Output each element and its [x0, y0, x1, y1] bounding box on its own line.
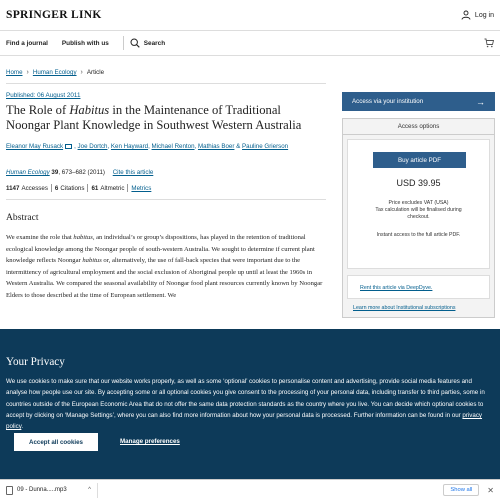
cart-icon[interactable] [484, 38, 494, 48]
nav-divider [123, 36, 124, 50]
metrics-divider [87, 184, 88, 192]
journal-link[interactable]: Human Ecology [6, 169, 50, 176]
published-date[interactable]: Published: 06 August 2011 [6, 92, 81, 99]
abstract-heading: Abstract [6, 212, 39, 223]
author-link[interactable]: Pauline Grierson [242, 143, 289, 150]
download-bar [0, 479, 500, 500]
email-icon[interactable] [65, 144, 72, 149]
top-bar [0, 0, 500, 30]
access-options-panel [342, 118, 495, 318]
login-label: Log in [474, 11, 494, 19]
rent-card [347, 275, 490, 299]
accesses-label: Accesses [21, 184, 48, 192]
publish-with-us-link[interactable]: Publish with us [61, 39, 109, 47]
divider [6, 83, 326, 84]
institution-label: Access via your institution [352, 98, 424, 105]
author-link[interactable]: Joe Dortch [77, 143, 108, 150]
chevron-right-icon: › [26, 69, 29, 76]
manage-preferences-link[interactable]: Manage preferences [120, 438, 180, 445]
breadcrumb [6, 69, 104, 76]
rent-deepdyve-link[interactable]: Rent this article via DeepDyve. [360, 285, 433, 291]
institutional-subscriptions-link[interactable]: Learn more about Institutional subscriptions [353, 305, 456, 311]
chevron-up-icon[interactable]: ^ [88, 487, 91, 493]
journal-citation [6, 169, 153, 176]
breadcrumb-current: Article [86, 69, 105, 76]
buy-article-card [347, 139, 490, 269]
divider [6, 199, 326, 200]
cookie-banner [0, 329, 500, 479]
file-icon [6, 486, 13, 495]
download-item[interactable] [6, 483, 98, 498]
price-note: Price excludes VAT (USA) Tax calculation will be finalised during checkout. [375, 200, 462, 221]
cookie-title: Your Privacy [6, 356, 65, 368]
search-icon [130, 38, 140, 48]
cite-this-article-link[interactable]: Cite this article [112, 169, 154, 176]
metrics-divider [51, 184, 52, 192]
download-filename: 09 - Dunna.....mp3 [17, 487, 67, 493]
altmetric-label: Altmetric [100, 184, 125, 192]
springer-link-logo[interactable]: SPRINGER LINK [6, 9, 102, 21]
arrow-right-icon: → [476, 96, 485, 107]
author-list: Eleanor May Rusack , Joe Dortch, Ken Hayward, Michael Renton, Mathias Boer & Pauline Grierson [6, 143, 289, 150]
author-link[interactable]: Eleanor May Rusack [6, 143, 64, 150]
price: USD 39.95 [396, 178, 441, 188]
author-link[interactable]: Mathias Boer [197, 143, 235, 150]
metrics-link[interactable]: Metrics [131, 184, 152, 192]
access-via-institution-button[interactable] [342, 92, 495, 111]
search-button[interactable] [130, 38, 165, 48]
abstract-text: We examine the role that habitus, an individual’s or group’s dispositions, has played in the retention of traditional ecological knowledge among the Noongar people of south-western Australia. We sought to determine if current plant knowledge reflects Noongar habitus or, alternatively, the use of fall-back species that were important due to the intermittency of agricultural employment and the social exclusion of Aboriginal people up until at least the 1960s in Western Australia. We compared the seasonal availability of Noongar food plant resources currently known by Noongar Elders to those described at the time of European settlement. We [6, 234, 323, 299]
pages: , 673–682 (2011) [58, 169, 105, 176]
author-link[interactable]: Ken Hayward [110, 143, 149, 150]
main-nav [0, 30, 500, 56]
login-link[interactable] [461, 10, 494, 20]
citations-count: 6 [54, 184, 59, 192]
cookie-text: We use cookies to make sure that our website works properly, as well as some ‘optional’ cookies to personalise content and advertising, provide social media features and analyse how people use our site. By accepting some or all optional cookies you give consent to the processing of your personal data, including transfer to third parties, some in countries outside of the European Economic Area that do not offer the same data protection standards as the country where you live. You can decide which optional cookies to accept by clicking on ‘Manage Settings’, where you can also find more information about how your personal data is processed. Further information can be found in our privacy policy. [6, 378, 485, 431]
buy-article-pdf-button[interactable]: Buy article PDF [373, 152, 466, 168]
access-options-heading: Access options [343, 119, 494, 135]
close-icon[interactable]: ✕ [487, 485, 494, 495]
article-metrics [6, 184, 151, 192]
show-all-button[interactable]: Show all [443, 484, 479, 496]
user-icon [461, 10, 471, 20]
breadcrumb-journal[interactable]: Human Ecology [32, 69, 77, 76]
chevron-right-icon: › [80, 69, 83, 76]
altmetric-count: 61 [91, 184, 99, 192]
find-journal-link[interactable]: Find a journal [6, 39, 48, 47]
citations-label: Citations [60, 184, 85, 192]
accesses-count: 1147 [6, 184, 20, 192]
search-label: Search [143, 39, 166, 47]
article-title: The Role of Habitus in the Maintenance of Traditional Noongar Plant Knowledge in Southwest Western Australia [6, 103, 302, 132]
breadcrumb-home[interactable]: Home [6, 69, 23, 76]
volume: 39 [51, 169, 59, 176]
accept-all-cookies-button[interactable]: Accept all cookies [14, 433, 98, 451]
privacy-policy-link[interactable]: privacy policy [6, 411, 483, 431]
instant-access-note: Instant access to the full article PDF. [376, 232, 461, 238]
metrics-divider [127, 184, 128, 192]
author-link[interactable]: Michael Renton [151, 143, 195, 150]
